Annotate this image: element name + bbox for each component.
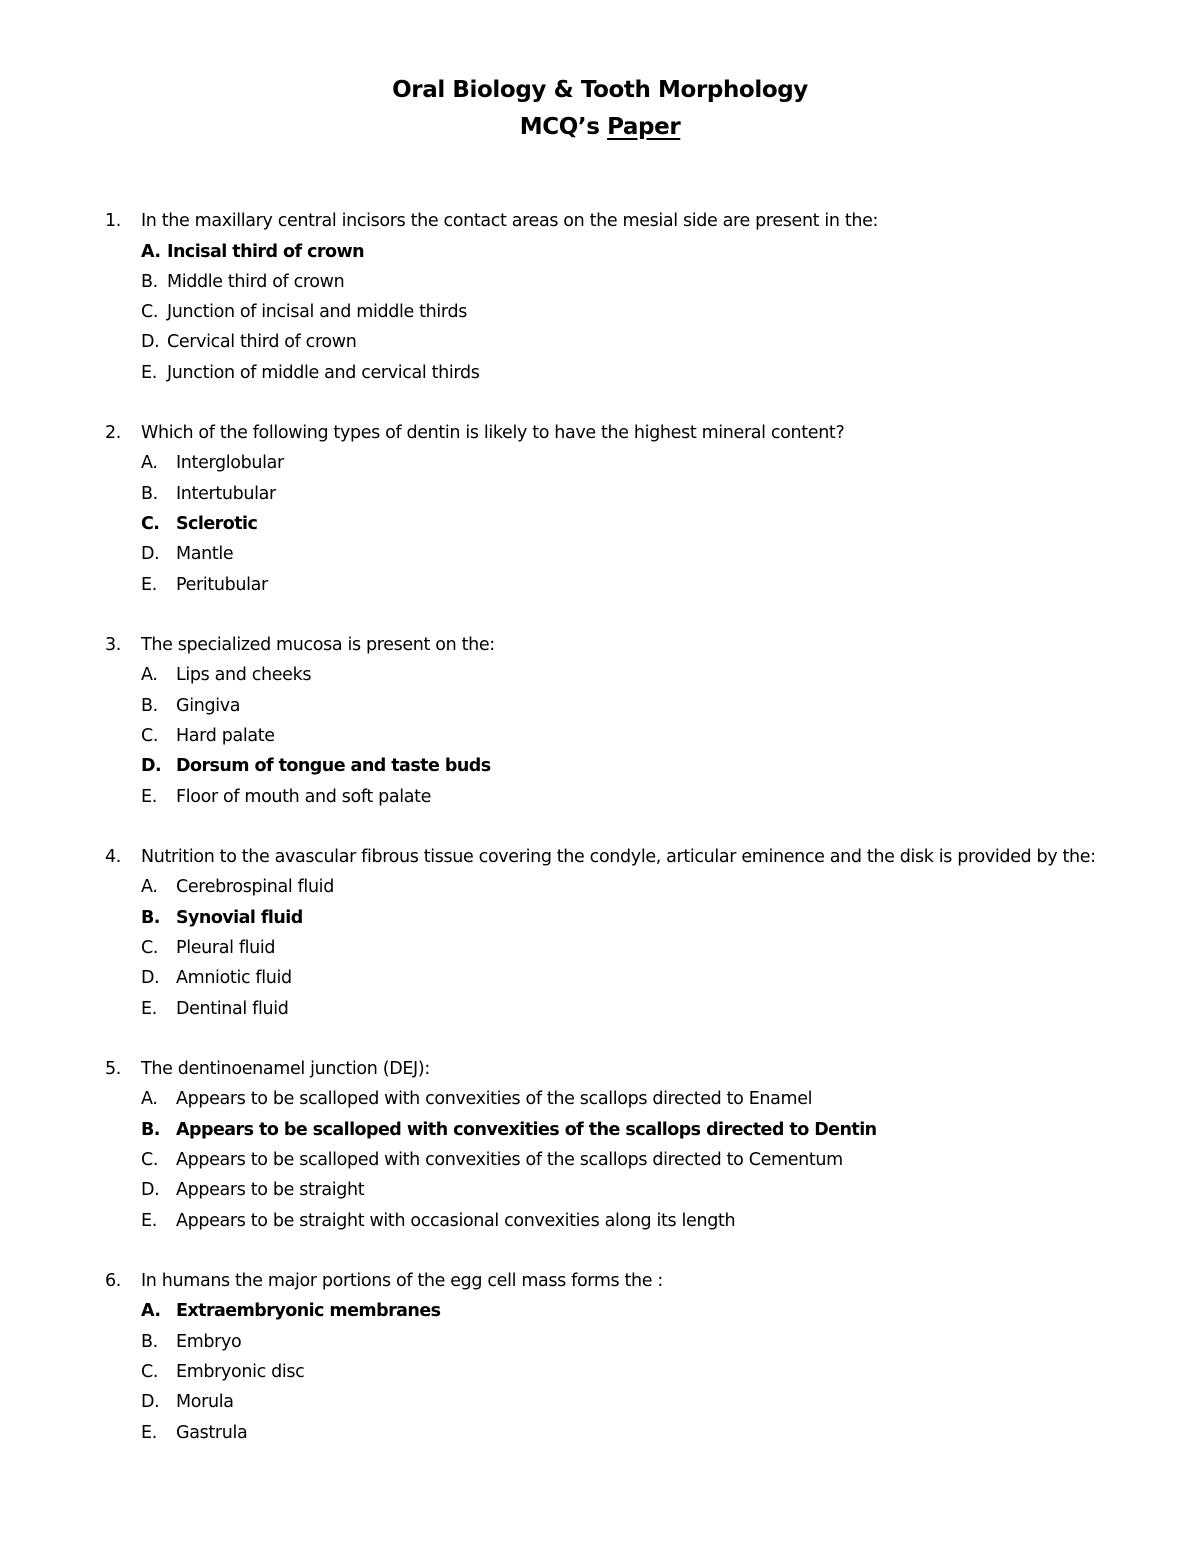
option-letter: A. xyxy=(141,877,158,898)
question-stem xyxy=(0,418,1200,449)
answer-option-correct xyxy=(0,237,1200,267)
answer-option xyxy=(0,691,1200,721)
answer-option xyxy=(0,933,1200,963)
option-text: Appears to be scalloped with convexities of the scallops directed to Enamel xyxy=(176,1089,813,1110)
question-text: In humans the major portions of the egg cell mass forms the : xyxy=(141,1270,663,1291)
question-text: Nutrition to the avascular fibrous tissue covering the condyle, articular eminence and the disk is provided by the: xyxy=(141,846,1096,867)
option-letter: D. xyxy=(141,968,160,989)
option-letter: E. xyxy=(141,1422,157,1443)
option-text: Junction of middle and cervical thirds xyxy=(167,362,480,383)
answer-option xyxy=(0,872,1200,902)
answer-option xyxy=(0,1387,1200,1417)
option-text: Embryonic disc xyxy=(176,1362,305,1383)
answer-option xyxy=(0,963,1200,993)
option-letter: A. xyxy=(141,665,158,686)
option-text: Amniotic fluid xyxy=(176,968,292,989)
option-letter: E. xyxy=(141,362,157,383)
document-subtitle xyxy=(0,109,1200,146)
option-text: Embryo xyxy=(176,1331,242,1352)
question-stem xyxy=(0,1054,1200,1085)
answer-option xyxy=(0,570,1200,600)
question-stem xyxy=(0,630,1200,661)
option-text: Lips and cheeks xyxy=(176,665,312,686)
option-letter: A. xyxy=(141,453,158,474)
answer-option xyxy=(0,1357,1200,1387)
option-text: Dentinal fluid xyxy=(176,998,289,1019)
option-letter: B. xyxy=(141,695,158,716)
question-block xyxy=(0,630,1200,812)
option-text: Junction of incisal and middle thirds xyxy=(167,302,467,323)
option-text: Cerebrospinal fluid xyxy=(176,877,334,898)
question-block xyxy=(0,1054,1200,1236)
option-text: Middle third of crown xyxy=(167,271,345,292)
question-block xyxy=(0,418,1200,600)
option-text: Intertubular xyxy=(176,483,276,504)
option-text: Appears to be straight with occasional convexities along its length xyxy=(176,1210,736,1231)
option-text: Peritubular xyxy=(176,574,268,595)
option-letter: B. xyxy=(141,483,158,504)
question-number: 4. xyxy=(105,846,121,867)
option-text: Incisal third of crown xyxy=(167,241,365,262)
answer-option xyxy=(0,297,1200,327)
answer-option-correct xyxy=(0,1296,1200,1326)
option-text: Interglobular xyxy=(176,453,284,474)
answer-option xyxy=(0,1145,1200,1175)
answer-option xyxy=(0,479,1200,509)
question-stem xyxy=(0,1266,1200,1297)
option-letter: C. xyxy=(141,514,160,535)
document-title: Oral Biology & Tooth Morphology xyxy=(392,77,808,103)
question-number: 6. xyxy=(105,1270,121,1291)
option-letter: A. xyxy=(141,1301,161,1322)
question-stem xyxy=(0,206,1200,237)
answer-option xyxy=(0,448,1200,478)
option-letter: E. xyxy=(141,574,157,595)
option-letter: D. xyxy=(141,544,160,565)
option-letter: B. xyxy=(141,907,160,928)
question-block xyxy=(0,842,1200,1024)
option-letter: E. xyxy=(141,1210,157,1231)
answer-option xyxy=(0,721,1200,751)
option-text: Floor of mouth and soft palate xyxy=(176,786,432,807)
option-text: Cervical third of crown xyxy=(167,332,357,353)
option-text: Morula xyxy=(176,1392,234,1413)
option-text: Sclerotic xyxy=(176,514,258,535)
option-text: Synovial fluid xyxy=(176,907,303,928)
question-number: 3. xyxy=(105,634,121,655)
option-letter: C. xyxy=(141,1362,159,1383)
option-text: Extraembryonic membranes xyxy=(176,1301,441,1322)
question-number: 5. xyxy=(105,1058,121,1079)
answer-option xyxy=(0,267,1200,297)
option-text: Dorsum of tongue and taste buds xyxy=(176,756,491,777)
option-letter: E. xyxy=(141,786,157,807)
option-letter: C. xyxy=(141,1150,159,1171)
answer-option xyxy=(0,1418,1200,1448)
option-letter: D. xyxy=(141,1180,160,1201)
answer-option xyxy=(0,782,1200,812)
option-letter: D. xyxy=(141,756,162,777)
answer-option xyxy=(0,1175,1200,1205)
answer-option-correct xyxy=(0,751,1200,781)
answer-option xyxy=(0,1206,1200,1236)
answer-option xyxy=(0,1327,1200,1357)
answer-option xyxy=(0,660,1200,690)
question-text: Which of the following types of dentin is likely to have the highest mineral content? xyxy=(141,422,845,443)
subtitle-underlined: Paper xyxy=(607,114,681,140)
answer-option-correct xyxy=(0,509,1200,539)
question-text: The dentinoenamel junction (DEJ): xyxy=(141,1058,430,1079)
question-list xyxy=(0,206,1200,1478)
question-text: The specialized mucosa is present on the: xyxy=(141,634,495,655)
option-letter: B. xyxy=(141,271,158,292)
answer-option xyxy=(0,994,1200,1024)
option-text: Appears to be scalloped with convexities of the scallops directed to Cementum xyxy=(176,1150,843,1171)
option-letter: E. xyxy=(141,998,157,1019)
option-text: Hard palate xyxy=(176,726,275,747)
answer-option-correct xyxy=(0,903,1200,933)
option-text: Mantle xyxy=(176,544,234,565)
question-number: 1. xyxy=(105,211,121,231)
option-letter: C. xyxy=(141,302,159,323)
option-letter: B. xyxy=(141,1331,158,1352)
option-text: Appears to be scalloped with convexities of the scallops directed to Dentin xyxy=(176,1119,877,1140)
answer-option xyxy=(0,358,1200,388)
subtitle-prefix: MCQ’s xyxy=(519,114,600,140)
question-block xyxy=(0,1266,1200,1448)
option-letter: D. xyxy=(141,1392,160,1413)
question-stem xyxy=(0,842,1200,873)
title-block xyxy=(0,72,1200,146)
option-letter: D. xyxy=(141,332,160,353)
option-text: Gastrula xyxy=(176,1422,248,1443)
option-text: Gingiva xyxy=(176,695,241,716)
question-number: 2. xyxy=(105,422,121,443)
answer-option xyxy=(0,327,1200,357)
option-text: Pleural fluid xyxy=(176,938,276,959)
question-block xyxy=(0,206,1200,388)
option-letter: A. xyxy=(141,241,161,262)
option-letter: A. xyxy=(141,1089,158,1110)
answer-option xyxy=(0,1084,1200,1114)
option-text: Appears to be straight xyxy=(176,1180,365,1201)
answer-option-correct xyxy=(0,1115,1200,1145)
option-letter: C. xyxy=(141,726,159,747)
option-letter: C. xyxy=(141,938,159,959)
answer-option xyxy=(0,539,1200,569)
option-letter: B. xyxy=(141,1119,160,1140)
question-text: In the maxillary central incisors the contact areas on the mesial side are present in the: xyxy=(141,211,879,231)
